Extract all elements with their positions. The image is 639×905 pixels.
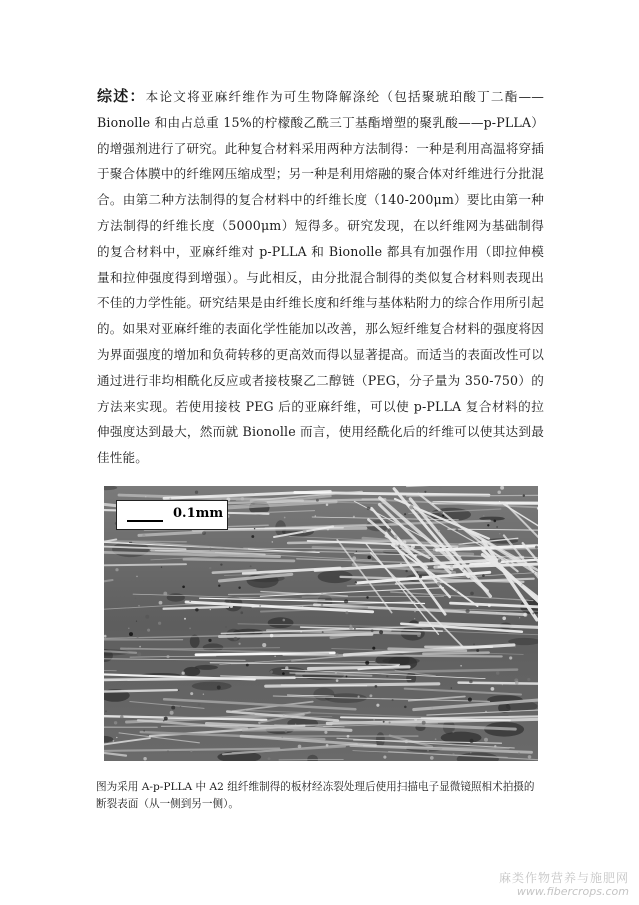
scale-bar-label: 0.1mm	[173, 506, 224, 521]
scale-bar-line	[127, 520, 163, 522]
abstract-paragraph	[97, 84, 544, 471]
sem-micrograph	[104, 486, 538, 761]
watermark-url: www.fibercrops.com	[516, 885, 629, 898]
abstract-label: 综述：	[97, 87, 146, 105]
watermark-site-name: 麻类作物营养与施肥网	[498, 871, 629, 885]
figure-caption: 图为采用 A-p-PLLA 中 A2 组纤维制得的板材经冻裂处理后使用扫描电子显微镜照相术拍摄的断裂表面（从一侧到另一侧）。	[96, 781, 535, 810]
site-watermark	[499, 871, 629, 899]
scale-bar	[116, 500, 228, 530]
abstract-body: 本论文将亚麻纤维作为可生物降解涤纶（包括聚琥珀酸丁二酯——Bionolle 和由占总重 15%的柠檬酸乙酰三丁基酯增塑的聚乳酸——p-PLLA）的增强剂进行了研究。此种复合材料采用两种方法制得：一种是利用高温将穿插于聚合体膜中的纤维网压缩成型；另一种是利用熔融的聚合体对纤维进行分批混合。由第二种方法制得的复合材料中的纤维长度（140-200μm）要比由第一种方法制得的纤维长度（5000μm）短得多。研究发现，在以纤维网为基础制得的复合材料中，亚麻纤维对 p-PLLA 和 Bionolle 都具有加强作用（即拉伸模量和拉伸强度得到增强）。与此相反，由分批混合制得的类似复合材料则表现出不佳的力学性能。研究结果是由纤维长度和纤维与基体粘附力的综合作用所引起的。如果对亚麻纤维的表面化学性能加以改善，那么短纤维复合材料的强度将因为界面强度的增加和负荷转移的更高效而得以显著提高。而适当的表面改性可以通过进行非均相酰化反应或者接枝聚乙二醇链（PEG，分子量为 350-750）的方法来实现。若使用接枝 PEG 后的亚麻纤维，可以使 p-PLLA 复合材料的拉伸强度达到最大，然而就 Bionolle 而言，使用经酰化后的纤维可以使其达到最佳性能。	[97, 89, 544, 466]
